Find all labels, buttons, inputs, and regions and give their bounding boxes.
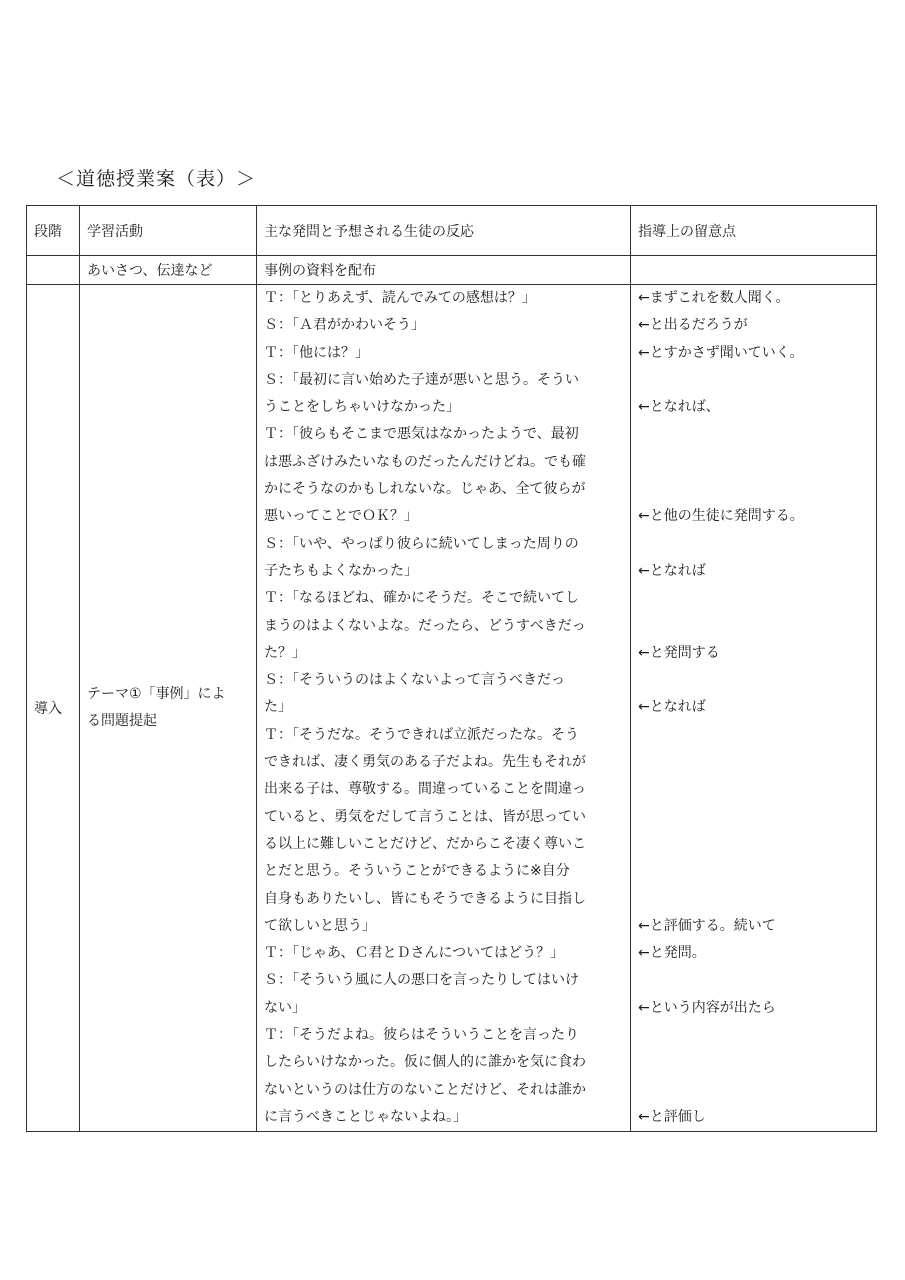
header-row — [27, 206, 877, 256]
stage-cell — [27, 256, 80, 285]
note-line: ←となれば — [638, 699, 706, 716]
question-line: まうのはよくないよな。だったら、どうすべきだっ — [264, 617, 586, 634]
note-line — [638, 967, 869, 994]
table-row — [27, 256, 877, 285]
question-line: た？」 — [264, 644, 306, 661]
question-line: したらいけなかった。仮に個人的に誰かを気に食わ — [264, 1054, 586, 1071]
stage-cell: 導入 — [27, 285, 80, 1132]
note-line — [638, 613, 869, 640]
note-line — [638, 722, 869, 749]
question-line: Ｔ：「そうだな。そうできれば立派だったな。そう — [264, 726, 579, 743]
question-line: Ｓ：「そういう風に人の悪口を言ったりしてはいけ — [264, 972, 579, 989]
question-line: Ｓ：「いや、やっぱり彼らに続いてしまった周りの — [264, 535, 579, 552]
activity-line: る問題提起 — [87, 713, 157, 730]
note-line — [638, 831, 869, 858]
note-line: ←まずこれを数人聞く。 — [638, 290, 790, 306]
note-line — [638, 749, 869, 776]
note-line — [638, 1049, 869, 1076]
question-line: 出来る子は、尊敬する。間違っていることを間違っ — [264, 781, 586, 798]
note-line: ←という内容が出たら — [638, 999, 776, 1016]
questions-cell: 事例の資料を配布 — [257, 256, 631, 285]
note-line — [638, 858, 869, 885]
header-notes: 指導上の留意点 — [631, 206, 877, 256]
activity-cell: あいさつ、伝達など — [80, 256, 257, 285]
question-line: Ｓ：「そういうのはよくないよって言うべきだっ — [264, 672, 565, 689]
note-line: ←とすかさず聞いていく。 — [638, 344, 804, 361]
note-line — [638, 531, 869, 558]
note-line: ←と発問。 — [638, 945, 706, 962]
questions-cell — [257, 285, 631, 1132]
question-line: Ｔ：「じゃあ、Ｃ君とＤさんについてはどう？」 — [264, 945, 565, 962]
question-line: Ｔ：「そうだよね。彼らはそういうことを言ったり — [264, 1027, 579, 1044]
question-line: る以上に難しいことだけど、だからこそ凄く尊いこ — [264, 835, 586, 852]
note-line: ←と評価し — [638, 1108, 706, 1125]
note-line — [638, 667, 869, 694]
question-line: Ｓ：「Ａ君がかわいそう」 — [264, 317, 425, 334]
question-line: は悪ふざけみたいなものだったんだけどね。でも確 — [264, 453, 586, 470]
note-line — [638, 776, 869, 803]
activity-cell — [80, 285, 257, 1132]
question-line: に言うべきことじゃないよね。」 — [264, 1108, 467, 1125]
question-line: ていると、勇気をだして言うことは、皆が思ってい — [264, 808, 586, 825]
table-row — [27, 285, 877, 1132]
question-line: Ｓ：「最初に言い始めた子達が悪いと思う。そうい — [264, 371, 579, 388]
header-questions: 主な発問と予想される生徒の反応 — [257, 206, 631, 256]
note-line — [638, 585, 869, 612]
note-line: ←と評価する。続いて — [638, 917, 776, 934]
note-line — [638, 1077, 869, 1104]
note-line — [638, 476, 869, 503]
note-line — [638, 421, 869, 448]
question-line: うことをしちゃいけなかった」 — [264, 399, 460, 416]
note-line: ←となれば、 — [638, 399, 720, 416]
question-line: ない」 — [264, 999, 306, 1016]
note-line — [638, 886, 869, 913]
lesson-plan-table — [26, 205, 877, 1132]
question-line: 子たちもよくなかった」 — [264, 562, 418, 579]
question-line: ないというのは仕方のないことだけど、それは誰か — [264, 1081, 586, 1098]
header-stage: 段階 — [27, 206, 80, 256]
note-line — [638, 1022, 869, 1049]
question-line: かにそうなのかもしれないな。じゃあ、全て彼らが — [264, 481, 586, 498]
note-line: ←と発問する — [638, 644, 720, 661]
note-line — [638, 367, 869, 394]
question-line: て欲しいと思う」 — [264, 917, 376, 934]
note-line: ←となれば — [638, 562, 706, 579]
activity-line: テーマ①「事例」によ — [87, 686, 226, 703]
question-line: 自身もありたいし、皆にもそうできるように目指し — [264, 890, 586, 907]
question-line: た」 — [264, 699, 292, 716]
header-activity: 学習活動 — [80, 206, 257, 256]
note-line — [638, 449, 869, 476]
notes-cell — [631, 256, 877, 285]
note-line: ←と他の生徒に発問する。 — [638, 508, 804, 525]
question-line: Ｔ：「彼らもそこまで悪気はなかったようで、最初 — [264, 426, 579, 443]
question-line: とだと思う。そういうことができるように※自分 — [264, 863, 570, 880]
notes-cell — [631, 285, 877, 1132]
question-line: 悪いってことでＯＫ？」 — [264, 508, 418, 525]
page-title: ＜道徳授業案（表）＞ — [56, 168, 257, 190]
question-line: Ｔ：「なるほどね、確かにそうだ。そこで続いてし — [264, 590, 579, 607]
question-line: Ｔ：「他には？」 — [264, 344, 369, 361]
note-line — [638, 804, 869, 831]
question-line: Ｔ：「とりあえず、読んでみての感想は？」 — [264, 290, 536, 306]
question-line: できれば、凄く勇気のある子だよね。先生もそれが — [264, 754, 586, 771]
note-line: ←と出るだろうが — [638, 317, 748, 334]
